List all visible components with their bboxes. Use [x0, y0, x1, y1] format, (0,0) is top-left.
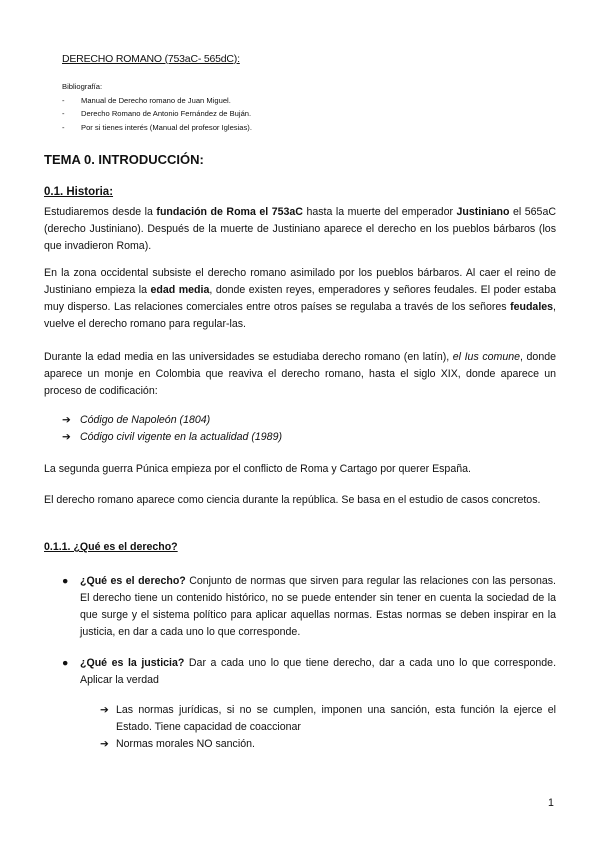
bibliography-label: Bibliografía:	[62, 82, 103, 91]
paragraph-1: Estudiaremos desde la fundación de Roma el 753aC hasta la muerte del emperador Justiniano el 565aC (derecho Justiniano). Después de la muerte de Justiniano aparece el derecho en los pueblos bárbaros (los que invadieron Roma).	[44, 206, 556, 252]
arrow-icon: ➔	[100, 738, 109, 750]
sub-item: ➔ Las normas jurídicas, si no se cumplen, imponen una sanción, esta función la ejerce el Estado. Tiene capacidad de coaccionar	[100, 704, 556, 733]
arrow-icon: ➔	[62, 431, 71, 443]
paragraph-4: La segunda guerra Púnica empieza por el conflicto de Roma y Cartago por querer España.	[44, 463, 471, 475]
bullet-derecho: ● ¿Qué es el derecho? Conjunto de normas que sirven para regular las relaciones con las personas. El derecho tiene un contenido histórico, no se puede entender sin tener en cuenta la sociedad de la que surge y el sistema político para aplicar aquellas normas. Estas normas se deben inspirar en la justicia, en dar a cada uno lo que corresponde.	[62, 575, 556, 638]
bibliography-item: - Manual de Derecho romano de Juan Miguel.	[62, 95, 231, 105]
section-heading-historia: 0.1. Historia:	[44, 186, 114, 198]
paragraph-3: Durante la edad media en las universidades se estudiaba derecho romano (en latín), el Ius comune, donde aparece un monje en Colombia que reaviva el derecho romano, hasta el siglo XIX, donde aparece un proceso de codificación:	[44, 351, 557, 397]
bibliography-item: - Derecho Romano de Antonio Fernández de Buján.	[62, 109, 252, 118]
bullet-icon: ●	[62, 575, 69, 587]
bibliography	[62, 80, 252, 134]
page-number: 1	[548, 797, 554, 809]
chapter-title: TEMA 0. INTRODUCCIÓN:	[44, 152, 204, 167]
arrow-icon: ➔	[62, 414, 71, 426]
paragraph-5: El derecho romano aparece como ciencia durante la república. Se basa en el estudio de casos concretos.	[44, 494, 541, 506]
document-header-title: DERECHO ROMANO (753aC- 565dC):	[62, 53, 240, 65]
code-item: ➔ Código de Napoleón (1804)	[62, 414, 211, 426]
bullet-justicia: ● ¿Qué es la justicia? Dar a cada uno lo que tiene derecho, dar a cada uno lo que corresponde. Aplicar la verdad	[62, 657, 557, 686]
bibliography-item: - Por si tienes interés (Manual del profesor Iglesias).	[62, 122, 252, 132]
bullet-icon: ●	[62, 657, 69, 669]
subsection-heading-derecho: 0.1.1. ¿Qué es el derecho?	[44, 541, 178, 553]
sub-item: ➔ Normas morales NO sanción.	[100, 736, 556, 753]
paragraph-2: En la zona occidental subsiste el derecho romano asimilado por los pueblos bárbaros. Al caer el reino de Justiniano empieza la edad media, donde existen reyes, emperadores y señores feudales. El poder estaba muy disperso. Las relaciones comerciales entre otros países se regulaba a través de los señores feudales, vuelve el derecho romano para regular-las.	[44, 267, 556, 330]
code-item: ➔ Código civil vigente en la actualidad (1989)	[62, 431, 282, 443]
arrow-icon: ➔	[100, 704, 109, 716]
